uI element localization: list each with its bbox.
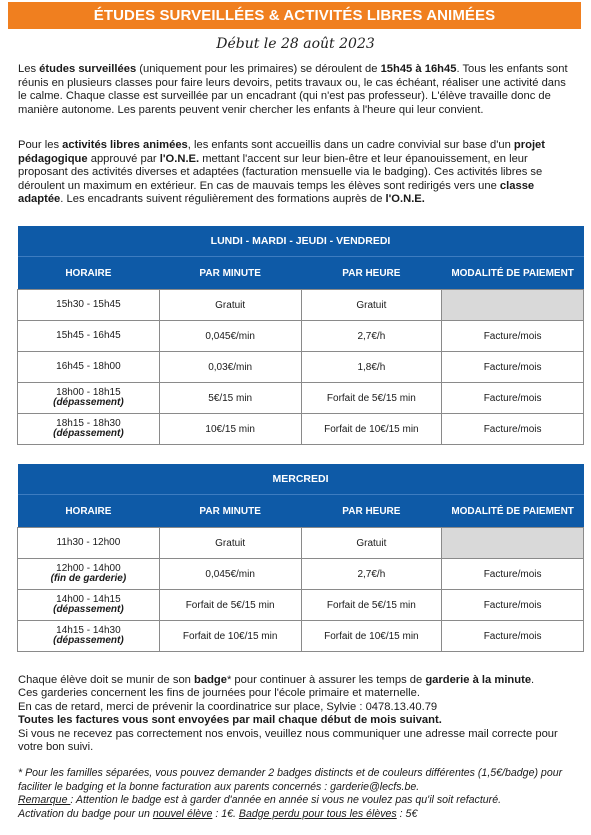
- late-contact-line: En cas de retard, merci de prévenir la coordinatrice sur place, Sylvie : 0478.13.40.79: [18, 700, 438, 713]
- school-scope-line: Ces garderies concernent les fins de journées pour l'école primaire et maternelle.: [18, 687, 420, 700]
- par-heure-cell: Forfait de 5€/15 min: [301, 383, 442, 414]
- horaire-cell: [18, 352, 160, 383]
- par-heure-cell: Forfait de 10€/15 min: [301, 621, 442, 652]
- page-banner: ÉTUDES SURVEILLÉES & ACTIVITÉS LIBRES ANIMÉES: [8, 2, 581, 29]
- horaire-cell: [18, 290, 160, 321]
- par-minute-cell: Forfait de 5€/15 min: [159, 590, 301, 621]
- column-header-par-heure: PAR HEURE: [301, 495, 442, 528]
- lost-badge-label: Badge perdu pour tous les élèves: [238, 807, 397, 820]
- par-minute-cell: Forfait de 10€/15 min: [159, 621, 301, 652]
- table-row: [18, 352, 584, 383]
- paiement-cell: Facture/mois: [442, 621, 584, 652]
- table-row: [18, 559, 584, 590]
- para2-run: mettant l'accent sur leur bien-être et leur épanouissement, en leur proposant des activités diverses et adaptées (facturation mensuelle via le badging). Ces activités libres se déroulent un maximum en extérieur. En cas de mauvais temps les élèves sont redirigés vers une: [18, 152, 543, 192]
- paiement-cell: [442, 528, 584, 559]
- column-header-paiement: MODALITÉ DE PAIEMENT: [442, 257, 584, 290]
- horaire-note: (dépassement): [53, 604, 124, 615]
- par-minute-cell: Gratuit: [159, 528, 301, 559]
- para2-run: , les enfants sont accueillis dans un cadre convivial sur base d'un: [187, 139, 514, 151]
- horaire-cell: [18, 590, 160, 621]
- par-heure-cell: Gratuit: [301, 528, 442, 559]
- table-row: [18, 414, 584, 445]
- paiement-cell: [442, 290, 584, 321]
- para1-run: Les: [18, 63, 40, 75]
- column-header-paiement: MODALITÉ DE PAIEMENT: [442, 495, 584, 528]
- para2-run: . Les encadrants suivent régulièrement des formations auprès de: [60, 193, 386, 206]
- para1-run: 15h45 à 16h45: [380, 63, 457, 75]
- par-minute-cell: 0,03€/min: [159, 352, 301, 383]
- horaire-time: 11h30 - 12h00: [56, 537, 121, 548]
- par-heure-cell: 2,7€/h: [301, 559, 442, 590]
- remark-label: Remarque: [18, 794, 71, 806]
- column-header-par-minute: PAR MINUTE: [159, 257, 301, 290]
- horaire-time: 15h45 - 16h45: [56, 330, 121, 341]
- para2-run: projet pédagogique: [18, 139, 545, 165]
- paiement-cell: Facture/mois: [442, 352, 584, 383]
- table-row: [18, 290, 584, 321]
- schedule-table-weekdays: [17, 226, 584, 445]
- new-student-label: nouvel élève: [152, 807, 213, 820]
- horaire-time: 18h00 - 18h15: [56, 387, 121, 398]
- horaire-time: 12h00 - 14h00: [56, 563, 121, 574]
- start-date-subtitle: Début le 28 août 2023: [216, 36, 375, 52]
- par-minute-cell: 5€/15 min: [159, 383, 301, 414]
- par-heure-cell: Forfait de 5€/15 min: [301, 590, 442, 621]
- horaire-time: 14h00 - 14h15: [56, 594, 121, 605]
- horaire-note: (dépassement): [53, 635, 124, 646]
- footnotes: [18, 767, 578, 821]
- par-minute-cell: Gratuit: [159, 290, 301, 321]
- table-row: [18, 621, 584, 652]
- paiement-cell: Facture/mois: [442, 321, 584, 352]
- invoice-line: [18, 714, 578, 727]
- badge-end: .: [531, 674, 535, 686]
- horaire-cell: [18, 559, 160, 590]
- badge-bold: garderie à la minute: [425, 674, 532, 686]
- email-request-line: Si vous ne recevez pas correctement nos envois, veuillez nous communiquer une adresse mail correcte pour votre bon suivi.: [18, 727, 558, 754]
- horaire-cell: [18, 528, 160, 559]
- para2-run: activités libres animées: [62, 139, 188, 151]
- horaire-note: (dépassement): [53, 397, 124, 408]
- par-minute-cell: 0,045€/min: [159, 321, 301, 352]
- table-row: [18, 321, 584, 352]
- paiement-cell: Facture/mois: [442, 590, 584, 621]
- para1-run: études surveillées: [39, 63, 137, 75]
- para2-run: l'O.N.E.: [159, 152, 200, 165]
- table-row: [18, 590, 584, 621]
- horaire-cell: [18, 321, 160, 352]
- days-header: MERCREDI: [18, 464, 584, 495]
- badge-word: badge: [194, 674, 227, 686]
- badge-price-note: [18, 808, 578, 822]
- paiement-cell: Facture/mois: [442, 559, 584, 590]
- para2-run: classe adaptée: [18, 179, 535, 206]
- horaire-note: (dépassement): [53, 428, 124, 439]
- horaire-cell: [18, 621, 160, 652]
- horaire-cell: [18, 414, 160, 445]
- par-heure-cell: Forfait de 10€/15 min: [301, 414, 442, 445]
- par-minute-cell: 10€/15 min: [159, 414, 301, 445]
- column-header-horaire: HORAIRE: [18, 257, 160, 290]
- para1-run: . Tous les enfants sont réunis en plusieurs classes pour faire leurs devoirs, petits travaux ou, le cas échéant, réaliser une activité dans le calme. Chaque classe est surveillée par un encadrant (qui n'est pas professeur). L'élève travaille donc de manière autonome. Les parents peuvent venir chercher les enfants à l'heure qui leur convient.: [18, 63, 568, 116]
- badge-pre: Chaque élève doit se munir de son: [18, 674, 195, 686]
- column-header-horaire: HORAIRE: [18, 495, 160, 528]
- column-header-par-minute: PAR MINUTE: [159, 495, 301, 528]
- para2-run: l'O.N.E.: [385, 193, 425, 206]
- schedule-table-wednesday: [17, 464, 584, 652]
- days-header: LUNDI - MARDI - JEUDI - VENDREDI: [18, 226, 584, 257]
- para2-run: approuvé par: [87, 152, 160, 165]
- horaire-time: 16h45 - 18h00: [56, 361, 121, 372]
- horaire-time: 14h15 - 14h30: [56, 625, 121, 636]
- lost-end: : 5€: [396, 807, 418, 820]
- remark-text: : Attention le badge est à garder d'année en année si vous ne voulez pas qu'il soit refacturé.: [70, 794, 502, 806]
- studies-paragraph: [18, 63, 576, 117]
- paiement-cell: Facture/mois: [442, 414, 584, 445]
- horaire-note: (fin de garderie): [50, 573, 127, 584]
- paiement-cell: Facture/mois: [442, 383, 584, 414]
- par-heure-cell: 2,7€/h: [301, 321, 442, 352]
- table-row: [18, 383, 584, 414]
- table-row: [18, 528, 584, 559]
- para2-run: Pour les: [18, 139, 63, 151]
- activation-pre: Activation du badge pour un: [18, 807, 153, 820]
- par-heure-cell: 1,8€/h: [301, 352, 442, 383]
- badge-line: [18, 674, 578, 687]
- badge-mid: * pour continuer à assurer les temps de: [226, 674, 426, 686]
- horaire-time: 18h15 - 18h30: [56, 418, 121, 429]
- par-heure-cell: Gratuit: [301, 290, 442, 321]
- para1-run: (uniquement pour les primaires) se déroulent de: [136, 63, 381, 75]
- remark-note: [18, 794, 578, 808]
- horaire-cell: [18, 383, 160, 414]
- invoice-bold: Toutes les factures vous sont envoyées par mail chaque début de mois suivant.: [18, 714, 442, 727]
- footer-info: [18, 674, 578, 754]
- par-minute-cell: 0,045€/min: [159, 559, 301, 590]
- horaire-time: 15h30 - 15h45: [56, 299, 121, 310]
- activities-paragraph: [18, 139, 576, 207]
- activation-mid: : 1€.: [212, 807, 239, 820]
- asterisk-note: * Pour les familles séparées, vous pouvez demander 2 badges distincts et de couleurs différentes (1,5€/badge) pour faciliter le badging et la bonne facturation aux parents concernés : garderie@lecfs.be.: [18, 767, 563, 793]
- column-header-par-heure: PAR HEURE: [301, 257, 442, 290]
